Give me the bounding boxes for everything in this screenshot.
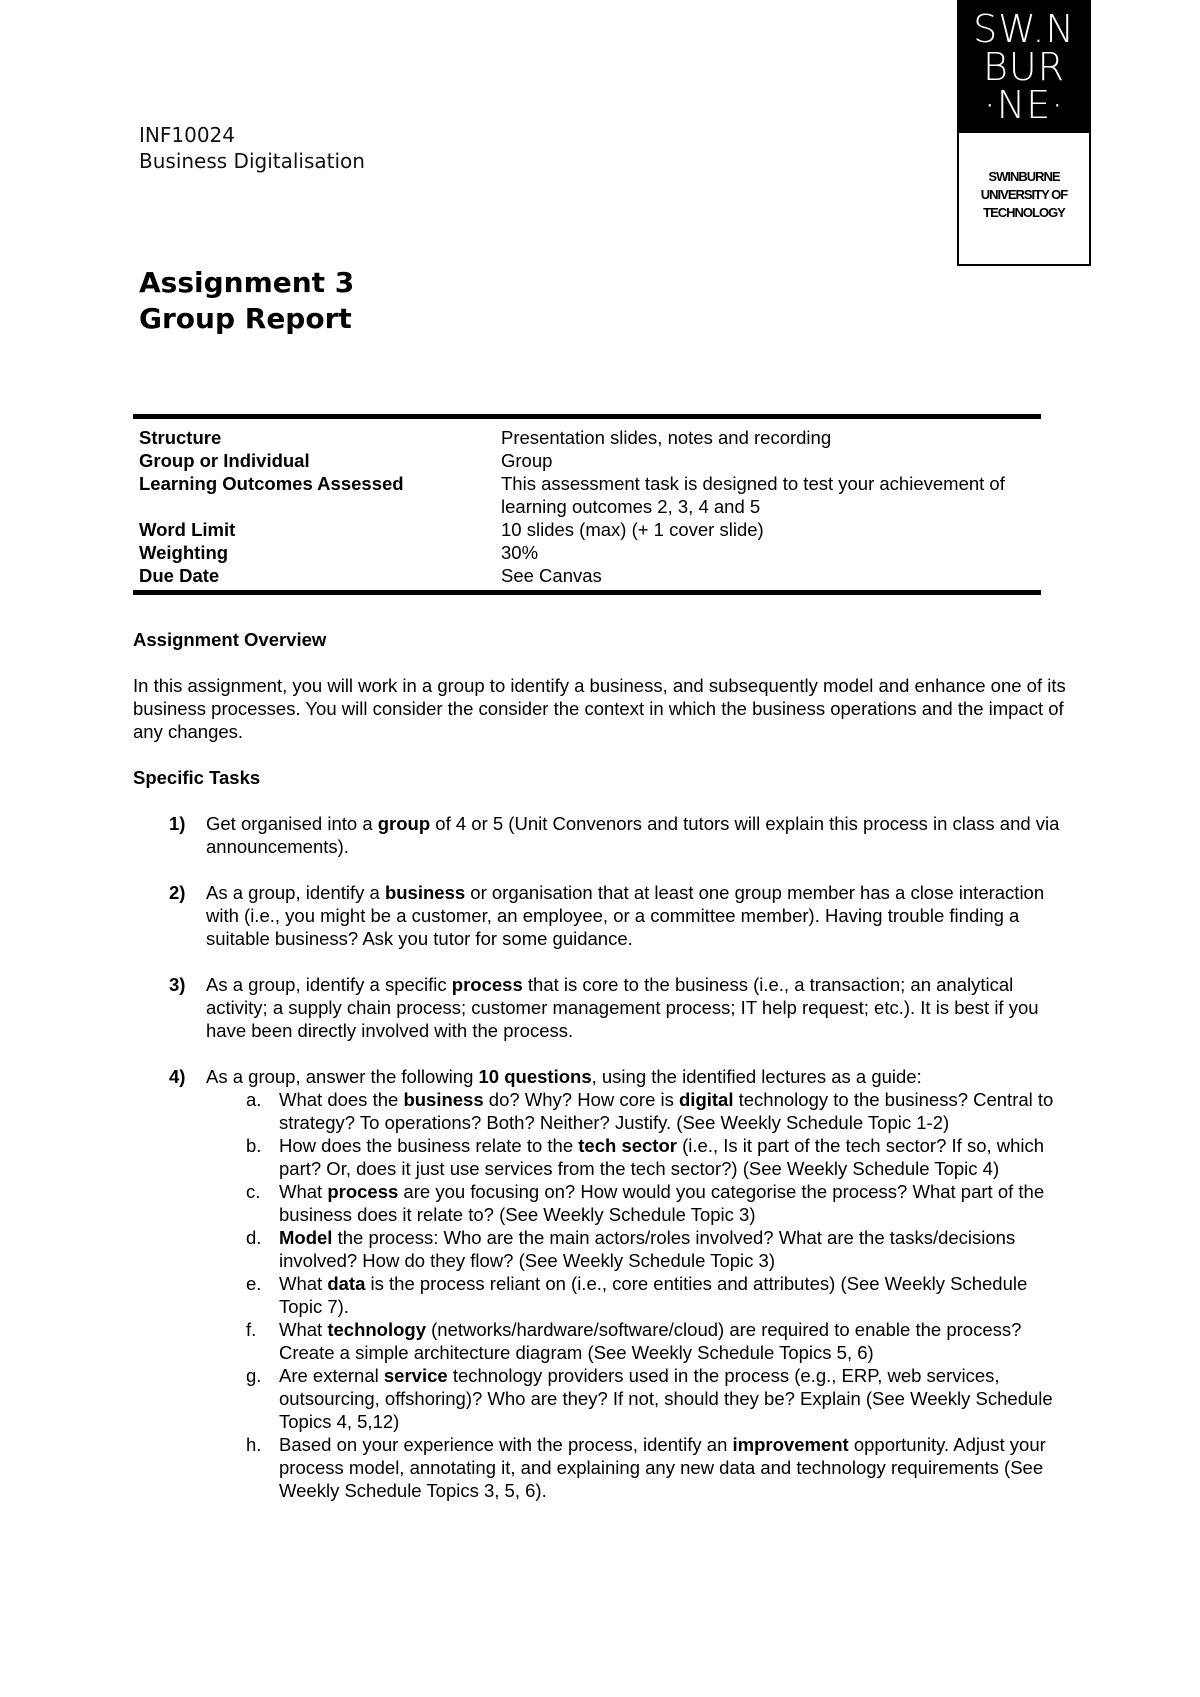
task-number: 1) xyxy=(169,813,186,834)
task-text: As a group, answer the following xyxy=(206,1066,479,1087)
question-text: How does the business relate to the xyxy=(279,1135,579,1156)
question-text: is the process reliant on (i.e., core entities and attributes) (See Weekly Schedule Topic 7). xyxy=(279,1273,1028,1317)
task-keyword: business xyxy=(384,882,466,903)
question-text: What xyxy=(279,1273,328,1294)
university-logo xyxy=(957,0,1091,266)
question-item xyxy=(206,1272,1073,1318)
title-line: Group Report xyxy=(139,302,352,335)
row-value: 10 slides (max) (+ 1 cover slide) xyxy=(501,519,764,540)
question-letter: f. xyxy=(246,1319,257,1340)
unit-code: INF10024 xyxy=(139,123,235,147)
question-text: What xyxy=(279,1181,328,1202)
question-letter: c. xyxy=(246,1181,261,1202)
document-title xyxy=(139,265,354,337)
question-keyword: process xyxy=(327,1181,399,1202)
question-letter: e. xyxy=(246,1273,262,1294)
unit-header xyxy=(139,122,365,174)
question-text: are you focusing on? How would you categorise the process? What part of the business does it relate to? (See Weekly Schedule Topic 3) xyxy=(279,1181,1045,1225)
task-item xyxy=(133,812,1073,858)
question-item xyxy=(206,1180,1073,1226)
questions-list xyxy=(133,1088,1073,1502)
document-body xyxy=(133,628,1073,1502)
question-text: do? Why? How core is xyxy=(483,1089,679,1110)
logo-mark-line: SW.N xyxy=(973,7,1075,51)
logo-mark-line: BUR xyxy=(982,45,1066,89)
question-text: Based on your experience with the process, identify an xyxy=(279,1434,733,1455)
table-row xyxy=(133,541,1041,564)
question-letter: b. xyxy=(246,1135,262,1156)
task-keyword: process xyxy=(451,974,523,995)
question-letter: g. xyxy=(246,1365,262,1386)
table-row xyxy=(133,472,1041,518)
task-text: that is core to the business (i.e., a transaction; an analytical activity; a supply chain process; customer management process; IT help request; etc.). It is best if you have been directly involved with the process. xyxy=(206,974,1039,1041)
row-value: Presentation slides, notes and recording xyxy=(501,427,832,448)
question-item xyxy=(206,1226,1073,1272)
logo-mark xyxy=(959,0,1089,133)
task-text: As a group, identify a xyxy=(206,882,385,903)
question-item xyxy=(206,1364,1073,1433)
row-label: Word Limit xyxy=(139,519,236,540)
task-keyword: 10 questions xyxy=(478,1066,592,1087)
question-letter: a. xyxy=(246,1089,262,1110)
task-text: Get organised into a xyxy=(206,813,378,834)
question-text: technology providers used in the process (e.g., ERP, web services, outsourcing, offshoring)? Who are they? If not, should they be? Explain (See Weekly Schedule Topics 4, 5,12) xyxy=(279,1365,1053,1432)
task-text: of 4 or 5 (Unit Convenors and tutors will explain this process in class and via announcements). xyxy=(206,813,1060,857)
question-keyword: service xyxy=(383,1365,448,1386)
logo-mark-line: ·NE· xyxy=(983,83,1065,127)
row-label: Due Date xyxy=(139,565,220,586)
row-value: Group xyxy=(501,450,553,471)
row-value: See Canvas xyxy=(501,565,602,586)
task-item xyxy=(133,881,1073,950)
task-number: 4) xyxy=(169,1066,186,1087)
unit-name: Business Digitalisation xyxy=(139,149,365,173)
question-item xyxy=(206,1318,1073,1364)
task-number: 2) xyxy=(169,882,186,903)
task-keyword: group xyxy=(377,813,431,834)
task-text: or organisation that at least one group member has a close interaction with (i.e., you might be a customer, an employee, or a committee member). Having trouble finding a suitable business? Ask you tutor for some guidance. xyxy=(206,882,1045,949)
question-keyword: Model xyxy=(279,1227,333,1248)
question-text: Are external xyxy=(279,1365,384,1386)
question-keyword: tech sector xyxy=(578,1135,677,1156)
question-text: What xyxy=(279,1319,328,1340)
row-value: 30% xyxy=(501,542,539,563)
tasks-heading: Specific Tasks xyxy=(133,767,261,788)
question-text: the process: Who are the main actors/roles involved? What are the tasks/decisions involved? How do they flow? (See Weekly Schedule Topic 3) xyxy=(279,1227,1016,1271)
table-row xyxy=(133,518,1041,541)
table-row xyxy=(133,449,1041,472)
task-item xyxy=(133,973,1073,1042)
logo-name-line: SWINBURNE xyxy=(988,169,1060,184)
task-number: 3) xyxy=(169,974,186,995)
task-text: , using the identified lectures as a guide: xyxy=(591,1066,922,1087)
table-row xyxy=(133,417,1041,450)
question-keyword: data xyxy=(327,1273,366,1294)
question-keyword: improvement xyxy=(732,1434,849,1455)
logo-name-line: UNIVERSITY OF xyxy=(980,187,1068,202)
task-text: As a group, identify a specific xyxy=(206,974,452,995)
task-item xyxy=(133,1065,1073,1088)
question-keyword: technology xyxy=(327,1319,426,1340)
row-label: Weighting xyxy=(139,542,229,563)
question-letter: h. xyxy=(246,1434,262,1455)
overview-heading: Assignment Overview xyxy=(133,629,327,650)
logo-name-line: TECHNOLOGY xyxy=(983,205,1065,220)
question-text: (i.e., Is it part of the tech sector? If so, which part? Or, does it just use services from the tech sector?) (See Weekly Schedule Topic 4) xyxy=(279,1135,1045,1179)
question-text: What does the xyxy=(279,1089,404,1110)
question-text: technology to the business? Central to strategy? To operations? Both? Neither? Justify. (See Weekly Schedule Topic 1-2) xyxy=(279,1089,1054,1133)
question-item xyxy=(206,1134,1073,1180)
question-keyword: digital xyxy=(679,1089,734,1110)
title-line: Assignment 3 xyxy=(139,266,355,299)
row-label: Learning Outcomes Assessed xyxy=(139,473,404,494)
row-value: This assessment task is designed to test your achievement of learning outcomes 2, 3, 4 and 5 xyxy=(501,473,1005,517)
row-label: Structure xyxy=(139,427,222,448)
logo-wordmark xyxy=(959,168,1089,222)
assessment-info-table xyxy=(133,414,1041,595)
table-row xyxy=(133,564,1041,593)
question-text: (networks/hardware/software/cloud) are required to enable the process? Create a simple architecture diagram (See Weekly Schedule Topics 5, 6) xyxy=(279,1319,1022,1363)
row-label: Group or Individual xyxy=(139,450,310,471)
question-keyword: business xyxy=(403,1089,484,1110)
overview-text: In this assignment, you will work in a group to identify a business, and subsequently model and enhance one of its business processes. You will consider the consider the context in which the business operations and the impact of any changes. xyxy=(133,675,1066,742)
question-letter: d. xyxy=(246,1227,262,1248)
question-item xyxy=(206,1433,1073,1502)
question-item xyxy=(206,1088,1073,1134)
question-text: opportunity. Adjust your process model, annotating it, and explaining any new data and technology requirements (See Weekly Schedule Topics 3, 5, 6). xyxy=(279,1434,1046,1501)
